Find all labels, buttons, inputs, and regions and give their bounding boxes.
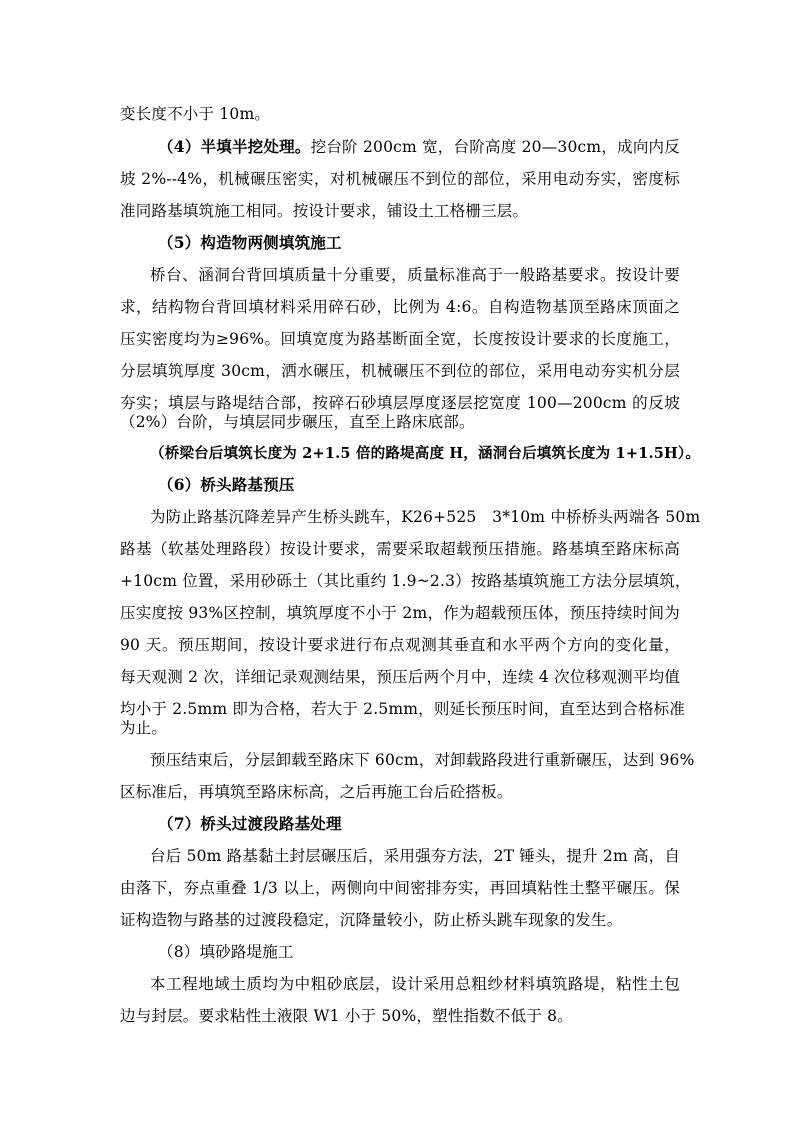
text-line: 为防止路基沉降差异产生桥头跳车，K26+525 3*10m 中桥桥头两端各 50m — [150, 508, 701, 526]
text-line: 90 天。预压期间，按设计要求进行布点观测其垂直和水平两个方向的变化量， — [120, 636, 680, 654]
text-line: 区标准后，再填筑至路床标高，之后再施工台后砼搭板。 — [120, 783, 513, 801]
heading-7: （7）桥头过渡段路基处理 — [158, 814, 342, 833]
text-line: 路基（软基处理路段）按设计要求，需要采取超载预压措施。路基填至路床标高 — [120, 540, 680, 558]
heading-6: （6）桥头路基预压 — [158, 475, 295, 494]
text-line: 本工程地域土质均为中粗砂底层，设计采用总粗纱材料填筑路堤，粘性土包 — [150, 975, 680, 993]
paragraph-4-first-line — [158, 137, 680, 157]
text-line: 压实密度均为≥96%。回填宽度为路基断面全宽，长度按设计要求的长度施工， — [120, 330, 680, 348]
text-line: 台后 50m 路基黏土封层碾压后，采用强夯方法，2T 锤头，提升 2m 高，自 — [150, 847, 681, 865]
text-line: 预压结束后，分层卸载至路床下 60cm，对卸载路段进行重新碾压，达到 96% — [150, 751, 695, 769]
heading-5: （5）构造物两侧填筑施工 — [158, 233, 342, 252]
text-line: 为止。 — [120, 719, 168, 737]
text-line: 由落下，夯点重叠 1/3 以上，两侧向中间密排夯实，再回填粘性土整平碾压。保 — [120, 879, 680, 897]
text-line: 夯实；填层与路堤结合部，按碎石砂填层厚度逐层挖宽度 100—200cm 的反坡 — [120, 394, 680, 412]
text-line: 分层填筑厚度 30cm，洒水碾压，机械碾压不到位的部位，采用电动夯实机分层 — [120, 362, 680, 380]
text-line: （2%）台阶，与填层同步碾压，直至上路床底部。 — [120, 413, 475, 431]
text-line: 每天观测 2 次，详细记录观测结果，预压后两个月中，连续 4 次位移观测平均值 — [120, 668, 680, 686]
heading-8: （8）填砂路堤施工 — [158, 943, 294, 961]
heading-4: （4）半填半挖处理。 — [158, 137, 311, 156]
text-line: 变长度不小于 10m。 — [120, 105, 271, 123]
text-line: +10cm 位置，采用砂砾土（其比重约 1.9~2.3）按路基填筑施工方法分层填筑， — [120, 572, 691, 590]
text-line: 桥台、涵洞台背回填质量十分重要，质量标准高于一般路基要求。按设计要 — [150, 266, 680, 284]
text-span: 挖台阶 200cm 宽，台阶高度 20—30cm，成向内反 — [310, 138, 680, 156]
text-line: 准同路基填筑施工相同。按设计要求，铺设土工格栅三层。 — [120, 202, 529, 220]
text-line: 坡 2%--4%，机械碾压密实，对机械碾压不到位的部位，采用电动夯实，密度标 — [120, 170, 680, 188]
text-line: 边与封层。要求粘性土液限 W1 小于 50%，塑性指数不低于 8。 — [120, 1007, 573, 1025]
text-line: 求，结构物台背回填材料采用碎石砂，比例为 4:6。自构造物基顶至路床顶面之 — [120, 298, 680, 316]
text-line: 压实度按 93%区控制，填筑厚度不小于 2m，作为超载预压体，预压持续时间为 — [120, 604, 680, 622]
bold-note: （桥梁台后填筑长度为 2+1.5 倍的路堤高度 H，涵洞台后填筑长度为 1+1.5H）。 — [150, 445, 701, 462]
text-line: 证构造物与路基的过渡段稳定，沉降量较小，防止桥头跳车现象的发生。 — [120, 911, 623, 929]
text-line: 均小于 2.5mm 即为合格，若大于 2.5mm，则延长预压时间，直至达到合格标准 — [120, 700, 686, 718]
